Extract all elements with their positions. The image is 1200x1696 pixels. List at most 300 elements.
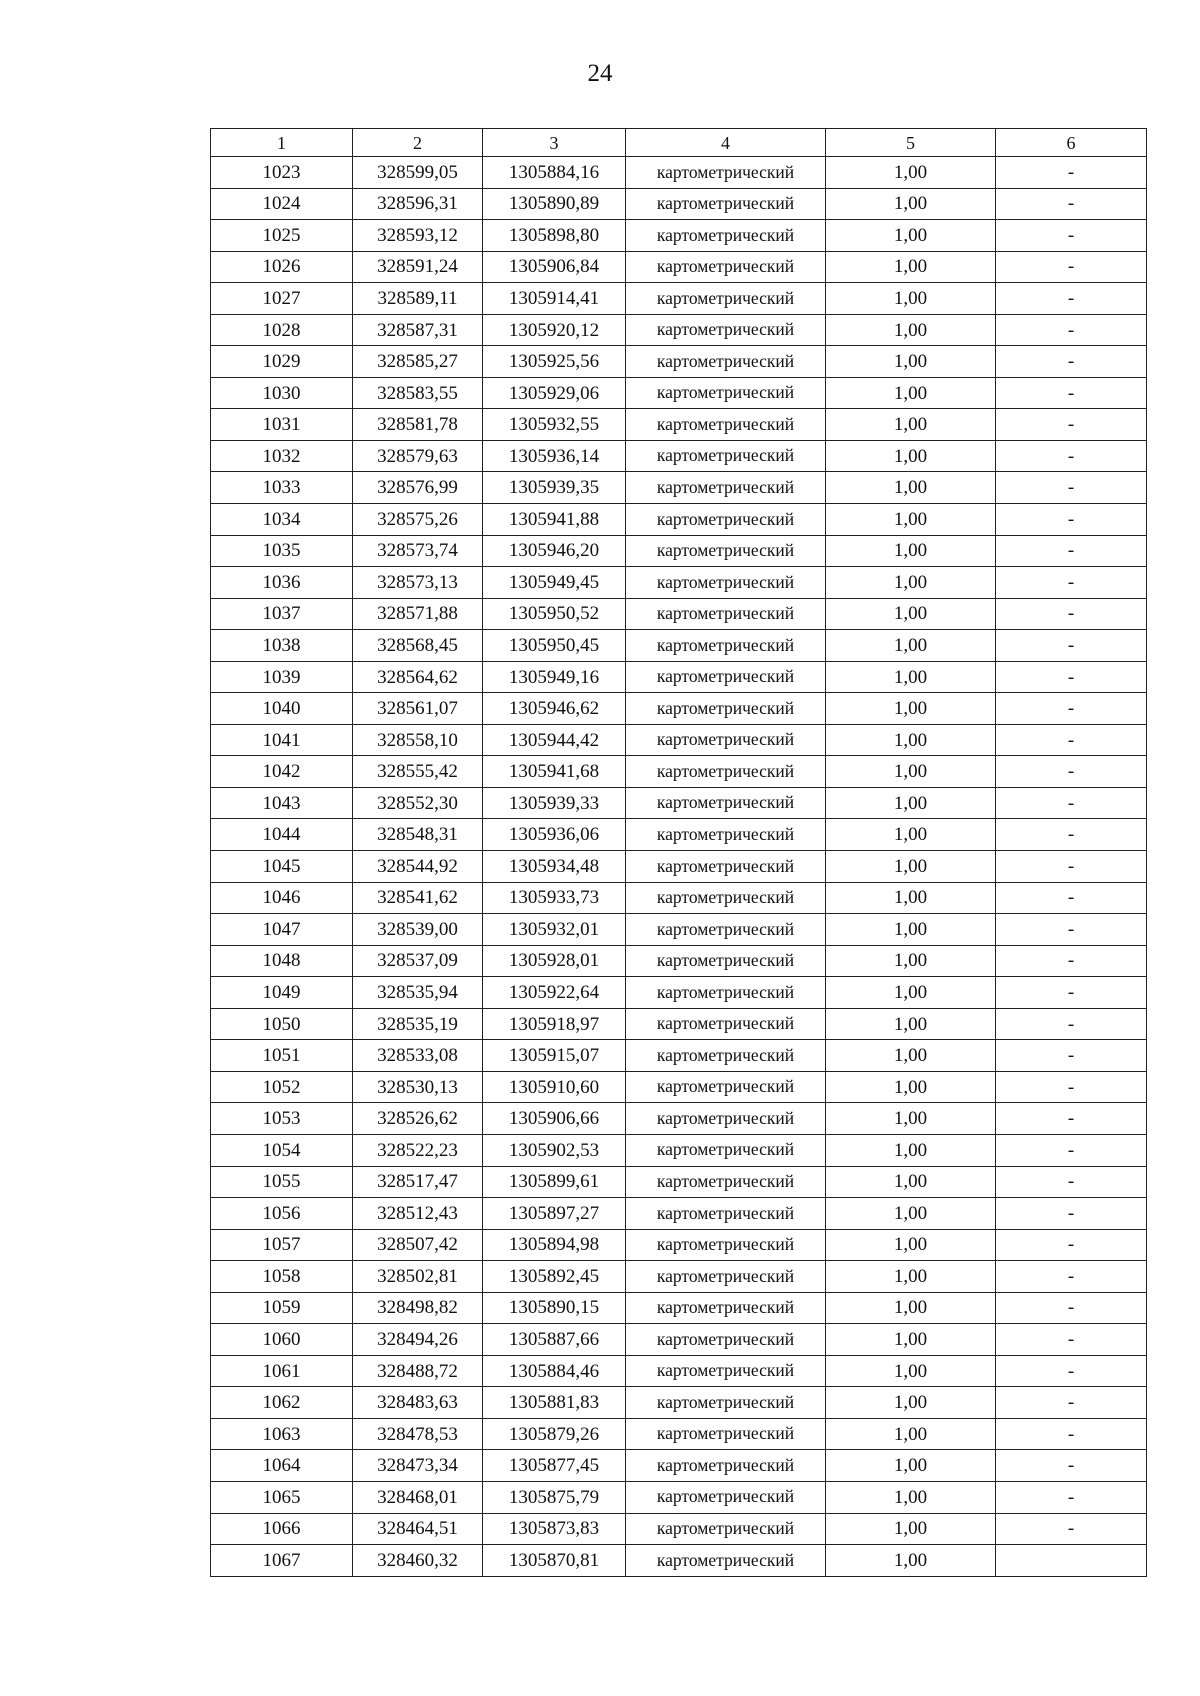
method-cell: картометрический xyxy=(626,346,826,378)
x-coordinate-cell: 328498,82 xyxy=(353,1292,483,1324)
x-coordinate-cell: 328591,24 xyxy=(353,251,483,283)
note-cell: - xyxy=(996,630,1147,662)
y-coordinate-cell: 1305941,88 xyxy=(483,504,626,536)
method-cell: картометрический xyxy=(626,1481,826,1513)
table-row xyxy=(211,819,1147,851)
accuracy-cell: 1,00 xyxy=(826,251,996,283)
x-coordinate-cell: 328587,31 xyxy=(353,314,483,346)
note-cell: - xyxy=(996,787,1147,819)
x-coordinate-cell: 328575,26 xyxy=(353,504,483,536)
y-coordinate-cell: 1305887,66 xyxy=(483,1324,626,1356)
header-cell-2: 2 xyxy=(353,129,483,157)
x-coordinate-cell: 328478,53 xyxy=(353,1418,483,1450)
method-cell: картометрический xyxy=(626,1418,826,1450)
note-cell: - xyxy=(996,1103,1147,1135)
note-cell: - xyxy=(996,882,1147,914)
y-coordinate-cell: 1305884,46 xyxy=(483,1355,626,1387)
note-cell: - xyxy=(996,977,1147,1009)
note-cell: - xyxy=(996,1387,1147,1419)
accuracy-cell: 1,00 xyxy=(826,157,996,189)
table-row xyxy=(211,1355,1147,1387)
y-coordinate-cell: 1305877,45 xyxy=(483,1450,626,1482)
y-coordinate-cell: 1305939,35 xyxy=(483,472,626,504)
table-row xyxy=(211,1008,1147,1040)
table-row xyxy=(211,724,1147,756)
point-number-cell: 1025 xyxy=(211,220,353,252)
y-coordinate-cell: 1305949,16 xyxy=(483,661,626,693)
y-coordinate-cell: 1305884,16 xyxy=(483,157,626,189)
y-coordinate-cell: 1305915,07 xyxy=(483,1040,626,1072)
x-coordinate-cell: 328573,13 xyxy=(353,567,483,599)
coordinates-table xyxy=(210,128,1147,1577)
x-coordinate-cell: 328522,23 xyxy=(353,1134,483,1166)
method-cell: картометрический xyxy=(626,220,826,252)
note-cell: - xyxy=(996,346,1147,378)
method-cell: картометрический xyxy=(626,1324,826,1356)
x-coordinate-cell: 328558,10 xyxy=(353,724,483,756)
method-cell: картометрический xyxy=(626,914,826,946)
method-cell: картометрический xyxy=(626,693,826,725)
table-row xyxy=(211,756,1147,788)
y-coordinate-cell: 1305939,33 xyxy=(483,787,626,819)
table-row xyxy=(211,409,1147,441)
method-cell: картометрический xyxy=(626,472,826,504)
y-coordinate-cell: 1305906,84 xyxy=(483,251,626,283)
note-cell: - xyxy=(996,1292,1147,1324)
y-coordinate-cell: 1305879,26 xyxy=(483,1418,626,1450)
note-cell: - xyxy=(996,1261,1147,1293)
method-cell: картометрический xyxy=(626,377,826,409)
note-cell: - xyxy=(996,1229,1147,1261)
y-coordinate-cell: 1305892,45 xyxy=(483,1261,626,1293)
accuracy-cell: 1,00 xyxy=(826,504,996,536)
accuracy-cell: 1,00 xyxy=(826,1481,996,1513)
note-cell: - xyxy=(996,535,1147,567)
accuracy-cell: 1,00 xyxy=(826,377,996,409)
note-cell: - xyxy=(996,377,1147,409)
point-number-cell: 1049 xyxy=(211,977,353,1009)
method-cell: картометрический xyxy=(626,1513,826,1545)
table-row xyxy=(211,504,1147,536)
method-cell: картометрический xyxy=(626,819,826,851)
note-cell: - xyxy=(996,567,1147,599)
y-coordinate-cell: 1305934,48 xyxy=(483,851,626,883)
y-coordinate-cell: 1305918,97 xyxy=(483,1008,626,1040)
y-coordinate-cell: 1305898,80 xyxy=(483,220,626,252)
x-coordinate-cell: 328535,94 xyxy=(353,977,483,1009)
x-coordinate-cell: 328596,31 xyxy=(353,188,483,220)
method-cell: картометрический xyxy=(626,504,826,536)
table-row xyxy=(211,1324,1147,1356)
table-row xyxy=(211,1229,1147,1261)
table-row xyxy=(211,661,1147,693)
table-row xyxy=(211,1450,1147,1482)
x-coordinate-cell: 328589,11 xyxy=(353,283,483,315)
point-number-cell: 1055 xyxy=(211,1166,353,1198)
point-number-cell: 1030 xyxy=(211,377,353,409)
y-coordinate-cell: 1305902,53 xyxy=(483,1134,626,1166)
accuracy-cell: 1,00 xyxy=(826,1418,996,1450)
accuracy-cell: 1,00 xyxy=(826,1103,996,1135)
table-row xyxy=(211,314,1147,346)
y-coordinate-cell: 1305897,27 xyxy=(483,1198,626,1230)
x-coordinate-cell: 328464,51 xyxy=(353,1513,483,1545)
table-row xyxy=(211,567,1147,599)
y-coordinate-cell: 1305946,62 xyxy=(483,693,626,725)
y-coordinate-cell: 1305914,41 xyxy=(483,283,626,315)
method-cell: картометрический xyxy=(626,1387,826,1419)
accuracy-cell: 1,00 xyxy=(826,1040,996,1072)
method-cell: картометрический xyxy=(626,1008,826,1040)
accuracy-cell: 1,00 xyxy=(826,724,996,756)
accuracy-cell: 1,00 xyxy=(826,787,996,819)
point-number-cell: 1038 xyxy=(211,630,353,662)
table-row xyxy=(211,1071,1147,1103)
x-coordinate-cell: 328512,43 xyxy=(353,1198,483,1230)
note-cell: - xyxy=(996,440,1147,472)
accuracy-cell: 1,00 xyxy=(826,1134,996,1166)
accuracy-cell: 1,00 xyxy=(826,346,996,378)
y-coordinate-cell: 1305946,20 xyxy=(483,535,626,567)
point-number-cell: 1051 xyxy=(211,1040,353,1072)
note-cell: - xyxy=(996,1418,1147,1450)
point-number-cell: 1067 xyxy=(211,1545,353,1577)
note-cell: - xyxy=(996,157,1147,189)
x-coordinate-cell: 328460,32 xyxy=(353,1545,483,1577)
point-number-cell: 1056 xyxy=(211,1198,353,1230)
accuracy-cell: 1,00 xyxy=(826,882,996,914)
accuracy-cell: 1,00 xyxy=(826,630,996,662)
y-coordinate-cell: 1305928,01 xyxy=(483,945,626,977)
header-cell-1: 1 xyxy=(211,129,353,157)
accuracy-cell: 1,00 xyxy=(826,1545,996,1577)
accuracy-cell: 1,00 xyxy=(826,851,996,883)
x-coordinate-cell: 328539,00 xyxy=(353,914,483,946)
x-coordinate-cell: 328581,78 xyxy=(353,409,483,441)
accuracy-cell: 1,00 xyxy=(826,535,996,567)
point-number-cell: 1053 xyxy=(211,1103,353,1135)
table-row xyxy=(211,1166,1147,1198)
accuracy-cell: 1,00 xyxy=(826,1008,996,1040)
point-number-cell: 1026 xyxy=(211,251,353,283)
table-body xyxy=(211,157,1147,1577)
point-number-cell: 1029 xyxy=(211,346,353,378)
y-coordinate-cell: 1305933,73 xyxy=(483,882,626,914)
note-cell: - xyxy=(996,914,1147,946)
note-cell: - xyxy=(996,756,1147,788)
y-coordinate-cell: 1305899,61 xyxy=(483,1166,626,1198)
x-coordinate-cell: 328599,05 xyxy=(353,157,483,189)
x-coordinate-cell: 328555,42 xyxy=(353,756,483,788)
y-coordinate-cell: 1305944,42 xyxy=(483,724,626,756)
point-number-cell: 1048 xyxy=(211,945,353,977)
x-coordinate-cell: 328544,92 xyxy=(353,851,483,883)
method-cell: картометрический xyxy=(626,724,826,756)
y-coordinate-cell: 1305932,55 xyxy=(483,409,626,441)
point-number-cell: 1040 xyxy=(211,693,353,725)
y-coordinate-cell: 1305873,83 xyxy=(483,1513,626,1545)
y-coordinate-cell: 1305950,45 xyxy=(483,630,626,662)
header-cell-3: 3 xyxy=(483,129,626,157)
method-cell: картометрический xyxy=(626,756,826,788)
point-number-cell: 1050 xyxy=(211,1008,353,1040)
table-row xyxy=(211,598,1147,630)
y-coordinate-cell: 1305936,14 xyxy=(483,440,626,472)
point-number-cell: 1039 xyxy=(211,661,353,693)
method-cell: картометрический xyxy=(626,630,826,662)
accuracy-cell: 1,00 xyxy=(826,693,996,725)
x-coordinate-cell: 328576,99 xyxy=(353,472,483,504)
point-number-cell: 1044 xyxy=(211,819,353,851)
note-cell: - xyxy=(996,819,1147,851)
table-row xyxy=(211,1261,1147,1293)
note-cell: - xyxy=(996,1481,1147,1513)
method-cell: картометрический xyxy=(626,851,826,883)
table-row xyxy=(211,1198,1147,1230)
header-row xyxy=(211,129,1147,157)
method-cell: картометрический xyxy=(626,598,826,630)
accuracy-cell: 1,00 xyxy=(826,1355,996,1387)
table-row xyxy=(211,1418,1147,1450)
note-cell: - xyxy=(996,693,1147,725)
note-cell: - xyxy=(996,724,1147,756)
note-cell: - xyxy=(996,598,1147,630)
y-coordinate-cell: 1305920,12 xyxy=(483,314,626,346)
y-coordinate-cell: 1305890,15 xyxy=(483,1292,626,1324)
note-cell: - xyxy=(996,1450,1147,1482)
method-cell: картометрический xyxy=(626,1134,826,1166)
note-cell: - xyxy=(996,1134,1147,1166)
header-cell-5: 5 xyxy=(826,129,996,157)
method-cell: картометрический xyxy=(626,1355,826,1387)
table-row xyxy=(211,188,1147,220)
x-coordinate-cell: 328541,62 xyxy=(353,882,483,914)
table-row xyxy=(211,977,1147,1009)
x-coordinate-cell: 328564,62 xyxy=(353,661,483,693)
table-row xyxy=(211,1387,1147,1419)
table-row xyxy=(211,220,1147,252)
y-coordinate-cell: 1305932,01 xyxy=(483,914,626,946)
method-cell: картометрический xyxy=(626,314,826,346)
method-cell: картометрический xyxy=(626,1450,826,1482)
x-coordinate-cell: 328561,07 xyxy=(353,693,483,725)
method-cell: картометрический xyxy=(626,1071,826,1103)
point-number-cell: 1047 xyxy=(211,914,353,946)
table-row xyxy=(211,1040,1147,1072)
method-cell: картометрический xyxy=(626,787,826,819)
point-number-cell: 1066 xyxy=(211,1513,353,1545)
point-number-cell: 1045 xyxy=(211,851,353,883)
y-coordinate-cell: 1305881,83 xyxy=(483,1387,626,1419)
y-coordinate-cell: 1305910,60 xyxy=(483,1071,626,1103)
note-cell: - xyxy=(996,661,1147,693)
x-coordinate-cell: 328502,81 xyxy=(353,1261,483,1293)
point-number-cell: 1042 xyxy=(211,756,353,788)
x-coordinate-cell: 328488,72 xyxy=(353,1355,483,1387)
y-coordinate-cell: 1305894,98 xyxy=(483,1229,626,1261)
accuracy-cell: 1,00 xyxy=(826,314,996,346)
accuracy-cell: 1,00 xyxy=(826,188,996,220)
table-row xyxy=(211,630,1147,662)
point-number-cell: 1036 xyxy=(211,567,353,599)
y-coordinate-cell: 1305925,56 xyxy=(483,346,626,378)
method-cell: картометрический xyxy=(626,251,826,283)
method-cell: картометрический xyxy=(626,1292,826,1324)
method-cell: картометрический xyxy=(626,1103,826,1135)
table-row xyxy=(211,251,1147,283)
point-number-cell: 1057 xyxy=(211,1229,353,1261)
x-coordinate-cell: 328585,27 xyxy=(353,346,483,378)
point-number-cell: 1037 xyxy=(211,598,353,630)
point-number-cell: 1061 xyxy=(211,1355,353,1387)
x-coordinate-cell: 328571,88 xyxy=(353,598,483,630)
method-cell: картометрический xyxy=(626,283,826,315)
table-row xyxy=(211,851,1147,883)
note-cell: - xyxy=(996,220,1147,252)
point-number-cell: 1023 xyxy=(211,157,353,189)
note-cell: - xyxy=(996,851,1147,883)
table-row xyxy=(211,1545,1147,1577)
table-row xyxy=(211,346,1147,378)
y-coordinate-cell: 1305870,81 xyxy=(483,1545,626,1577)
y-coordinate-cell: 1305936,06 xyxy=(483,819,626,851)
point-number-cell: 1043 xyxy=(211,787,353,819)
table-row xyxy=(211,377,1147,409)
method-cell: картометрический xyxy=(626,882,826,914)
note-cell: - xyxy=(996,472,1147,504)
note-cell: - xyxy=(996,409,1147,441)
accuracy-cell: 1,00 xyxy=(826,567,996,599)
accuracy-cell: 1,00 xyxy=(826,1450,996,1482)
point-number-cell: 1024 xyxy=(211,188,353,220)
accuracy-cell: 1,00 xyxy=(826,1387,996,1419)
note-cell: - xyxy=(996,283,1147,315)
header-cell-6: 6 xyxy=(996,129,1147,157)
method-cell: картометрический xyxy=(626,977,826,1009)
table-row xyxy=(211,1481,1147,1513)
point-number-cell: 1041 xyxy=(211,724,353,756)
accuracy-cell: 1,00 xyxy=(826,472,996,504)
x-coordinate-cell: 328548,31 xyxy=(353,819,483,851)
table-row xyxy=(211,1292,1147,1324)
y-coordinate-cell: 1305906,66 xyxy=(483,1103,626,1135)
y-coordinate-cell: 1305875,79 xyxy=(483,1481,626,1513)
method-cell: картометрический xyxy=(626,661,826,693)
accuracy-cell: 1,00 xyxy=(826,598,996,630)
point-number-cell: 1052 xyxy=(211,1071,353,1103)
accuracy-cell: 1,00 xyxy=(826,1071,996,1103)
x-coordinate-cell: 328535,19 xyxy=(353,1008,483,1040)
note-cell: - xyxy=(996,1324,1147,1356)
accuracy-cell: 1,00 xyxy=(826,1198,996,1230)
point-number-cell: 1034 xyxy=(211,504,353,536)
x-coordinate-cell: 328483,63 xyxy=(353,1387,483,1419)
x-coordinate-cell: 328579,63 xyxy=(353,440,483,472)
method-cell: картометрический xyxy=(626,1166,826,1198)
x-coordinate-cell: 328593,12 xyxy=(353,220,483,252)
accuracy-cell: 1,00 xyxy=(826,1261,996,1293)
accuracy-cell: 1,00 xyxy=(826,440,996,472)
note-cell: - xyxy=(996,504,1147,536)
table-row xyxy=(211,693,1147,725)
table-row xyxy=(211,882,1147,914)
accuracy-cell: 1,00 xyxy=(826,1513,996,1545)
method-cell: картометрический xyxy=(626,1261,826,1293)
point-number-cell: 1033 xyxy=(211,472,353,504)
table-row xyxy=(211,472,1147,504)
point-number-cell: 1046 xyxy=(211,882,353,914)
method-cell: картометрический xyxy=(626,1198,826,1230)
note-cell: - xyxy=(996,1040,1147,1072)
y-coordinate-cell: 1305922,64 xyxy=(483,977,626,1009)
point-number-cell: 1027 xyxy=(211,283,353,315)
y-coordinate-cell: 1305941,68 xyxy=(483,756,626,788)
accuracy-cell: 1,00 xyxy=(826,283,996,315)
method-cell: картометрический xyxy=(626,567,826,599)
point-number-cell: 1060 xyxy=(211,1324,353,1356)
note-cell: - xyxy=(996,1355,1147,1387)
point-number-cell: 1058 xyxy=(211,1261,353,1293)
note-cell: - xyxy=(996,1166,1147,1198)
table-row xyxy=(211,283,1147,315)
accuracy-cell: 1,00 xyxy=(826,819,996,851)
table-row xyxy=(211,1134,1147,1166)
point-number-cell: 1062 xyxy=(211,1387,353,1419)
note-cell: - xyxy=(996,188,1147,220)
x-coordinate-cell: 328468,01 xyxy=(353,1481,483,1513)
method-cell: картометрический xyxy=(626,440,826,472)
point-number-cell: 1064 xyxy=(211,1450,353,1482)
accuracy-cell: 1,00 xyxy=(826,1166,996,1198)
accuracy-cell: 1,00 xyxy=(826,945,996,977)
accuracy-cell: 1,00 xyxy=(826,1324,996,1356)
x-coordinate-cell: 328494,26 xyxy=(353,1324,483,1356)
note-cell: - xyxy=(996,251,1147,283)
point-number-cell: 1031 xyxy=(211,409,353,441)
x-coordinate-cell: 328537,09 xyxy=(353,945,483,977)
x-coordinate-cell: 328583,55 xyxy=(353,377,483,409)
point-number-cell: 1032 xyxy=(211,440,353,472)
method-cell: картометрический xyxy=(626,1545,826,1577)
table-row xyxy=(211,945,1147,977)
note-cell: - xyxy=(996,1071,1147,1103)
note-cell: - xyxy=(996,945,1147,977)
point-number-cell: 1063 xyxy=(211,1418,353,1450)
table-row xyxy=(211,1513,1147,1545)
y-coordinate-cell: 1305929,06 xyxy=(483,377,626,409)
y-coordinate-cell: 1305950,52 xyxy=(483,598,626,630)
accuracy-cell: 1,00 xyxy=(826,914,996,946)
point-number-cell: 1028 xyxy=(211,314,353,346)
table-row xyxy=(211,535,1147,567)
y-coordinate-cell: 1305890,89 xyxy=(483,188,626,220)
x-coordinate-cell: 328517,47 xyxy=(353,1166,483,1198)
x-coordinate-cell: 328526,62 xyxy=(353,1103,483,1135)
x-coordinate-cell: 328552,30 xyxy=(353,787,483,819)
accuracy-cell: 1,00 xyxy=(826,220,996,252)
x-coordinate-cell: 328573,74 xyxy=(353,535,483,567)
point-number-cell: 1054 xyxy=(211,1134,353,1166)
point-number-cell: 1065 xyxy=(211,1481,353,1513)
table-row xyxy=(211,440,1147,472)
method-cell: картометрический xyxy=(626,409,826,441)
page-number: 24 xyxy=(587,60,613,87)
point-number-cell: 1059 xyxy=(211,1292,353,1324)
method-cell: картометрический xyxy=(626,945,826,977)
x-coordinate-cell: 328473,34 xyxy=(353,1450,483,1482)
header-cell-4: 4 xyxy=(626,129,826,157)
note-cell: - xyxy=(996,314,1147,346)
